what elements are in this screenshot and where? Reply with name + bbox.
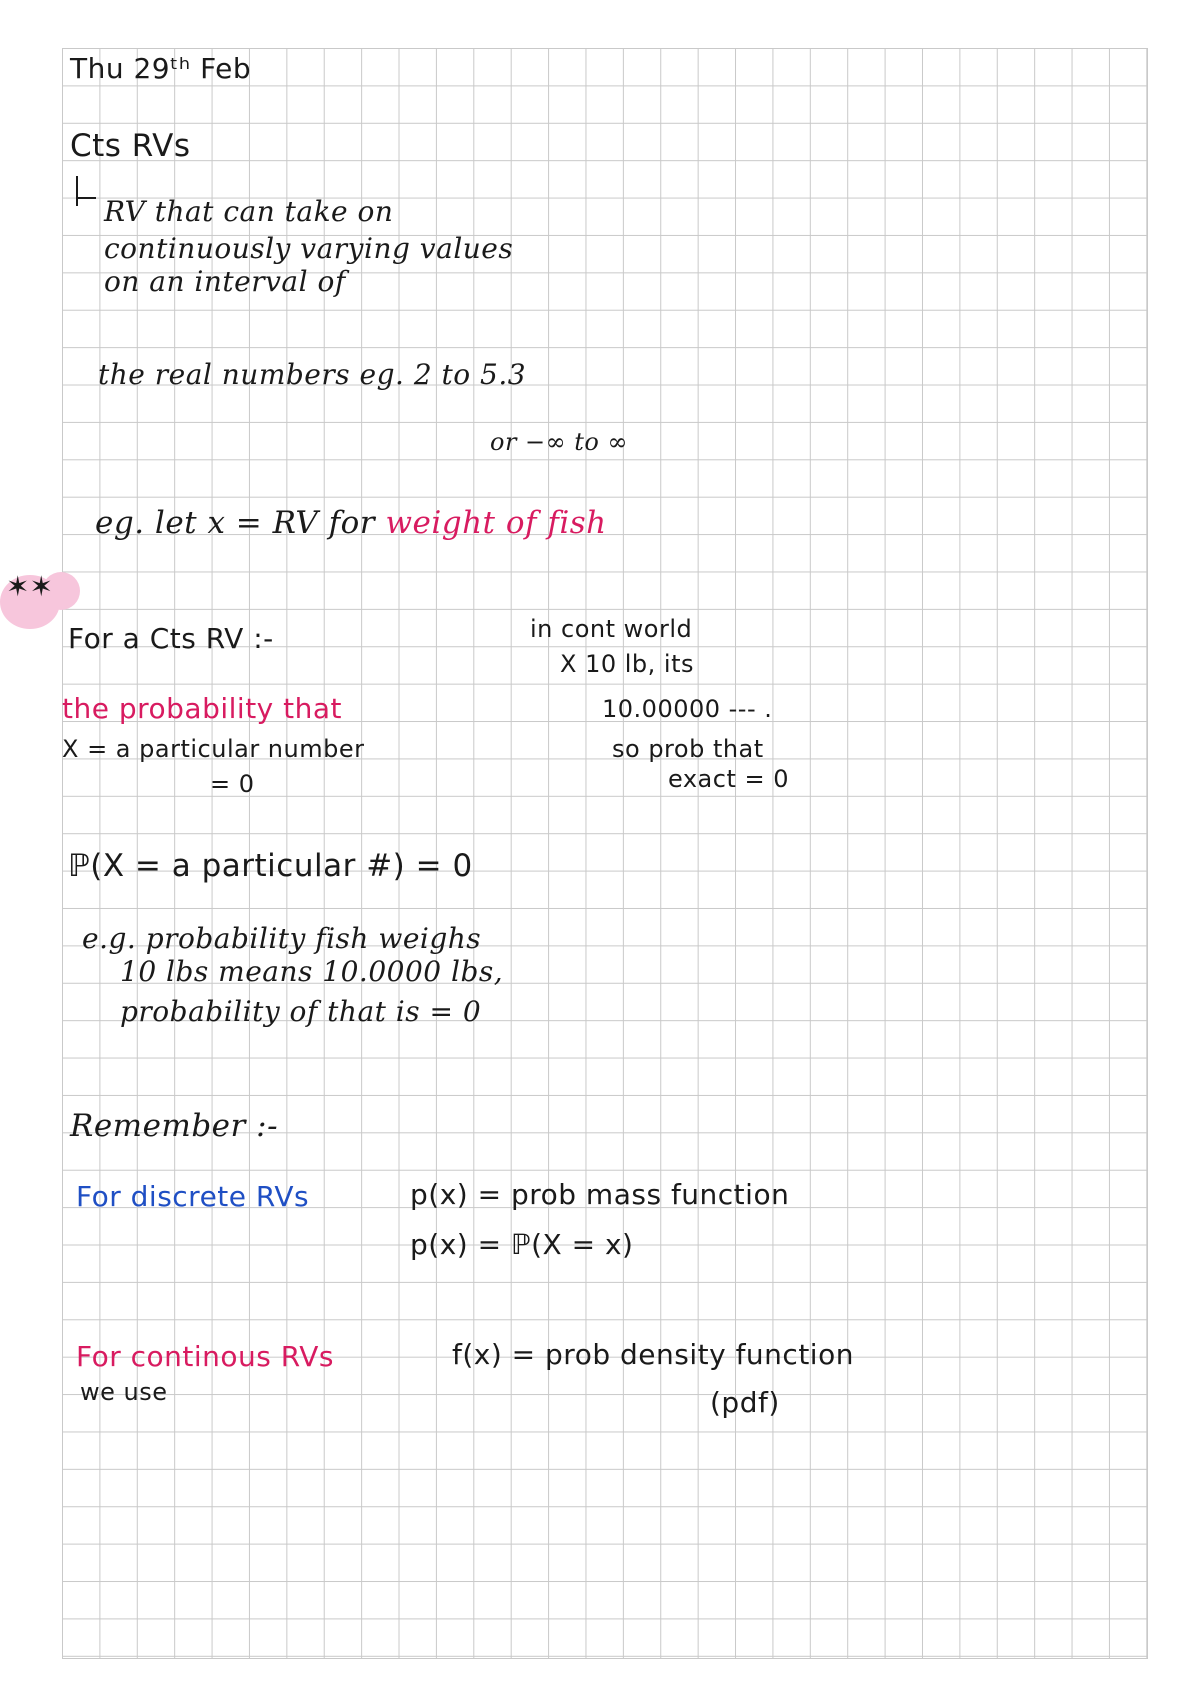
discrete-line-2: p(x) = ℙ(X = x) [410,1228,634,1261]
continuous-label: For continous RVs [76,1340,334,1373]
discrete-line-1: p(x) = prob mass function [410,1178,790,1211]
sidenote-line-3: 10.00000 --- . [602,695,773,723]
discrete-label: For discrete RVs [76,1180,310,1213]
example2-line-2: 10 lbs means 10.0000 lbs, [120,955,504,988]
arrow-icon [76,176,78,206]
rule-line-2: X = a particular number [62,735,365,763]
continuous-sub: we use [80,1378,168,1406]
arrow-head-icon [78,197,96,199]
definition-line-3: on an interval of [104,265,346,298]
sidenote-line-5: exact = 0 [668,765,789,793]
example-weight-line [95,505,607,541]
definition-line-4: the real numbers eg. 2 to 5.3 [98,358,527,391]
continuous-line-2: (pdf) [710,1386,780,1419]
example2-line-3: probability of that is = 0 [120,995,482,1028]
sidenote-line-2: X 10 lb, its [560,650,694,678]
definition-line-5: or −∞ to ∞ [490,428,628,456]
definition-line-1: RV that can take on [104,195,394,228]
probability-formula: ℙ(X = a particular #) = 0 [68,848,473,884]
example-highlight: weight of fish [385,505,607,541]
star-icon: ✶✶ [6,570,53,603]
remember-heading: Remember :- [70,1108,279,1144]
page-title: Cts RVs [70,128,191,164]
rule-heading: For a Cts RV :- [68,622,274,655]
sidenote-line-4: so prob that [612,735,764,763]
example2-line-1: e.g. probability fish weighs [82,922,482,955]
date-heading: Thu 29ᵗʰ Feb [70,52,252,85]
rule-line-3: = 0 [210,770,255,798]
rule-pink-line: the probability that [62,692,343,725]
definition-line-2: continuously varying values [104,232,514,265]
sidenote-line-1: in cont world [530,615,693,643]
example-prefix: eg. let x = RV for [95,505,376,541]
continuous-line-1: f(x) = prob density function [452,1338,854,1371]
